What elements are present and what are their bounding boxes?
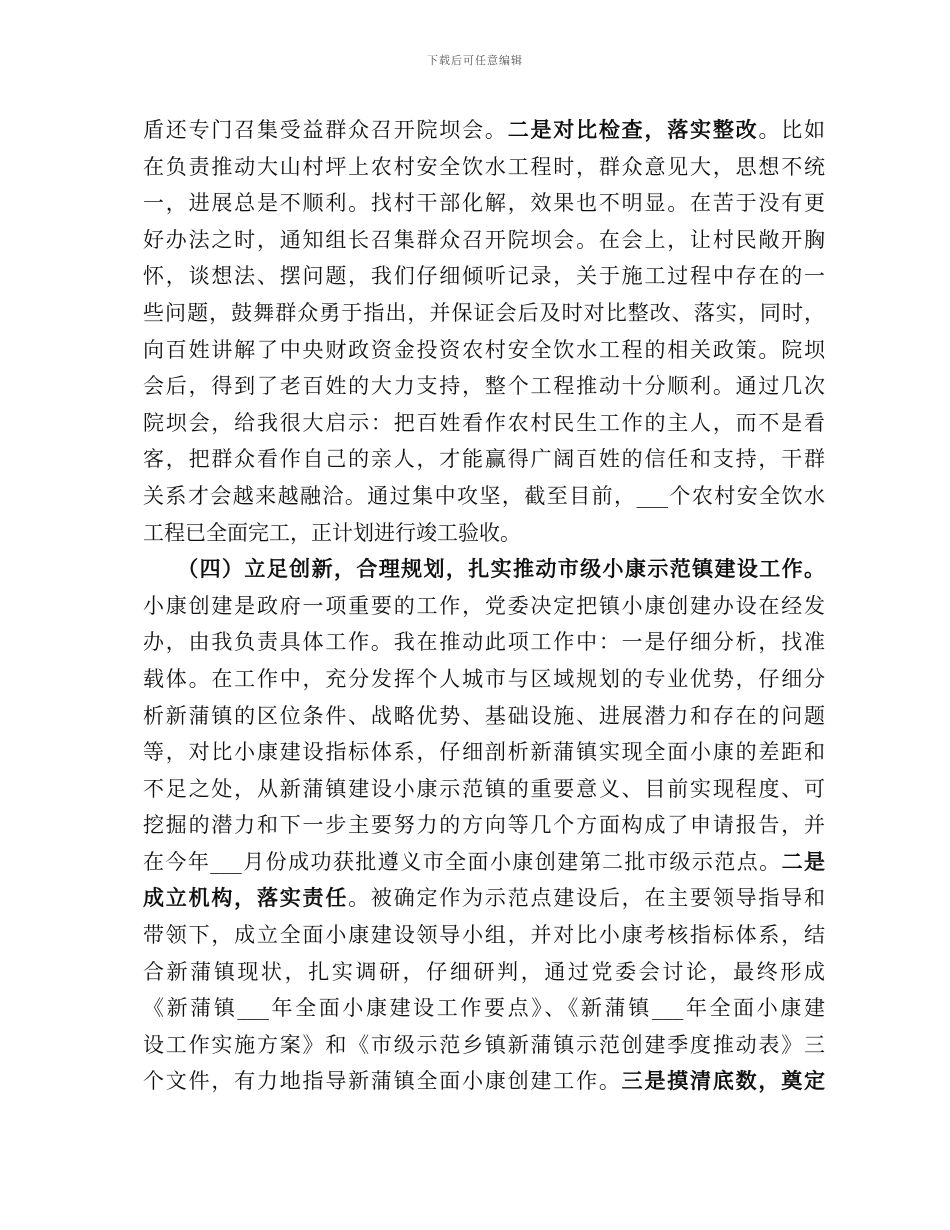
bold-text-segment: 成立机构，落实责任	[143, 885, 349, 911]
text-line	[143, 1063, 825, 1100]
text-line	[143, 954, 825, 991]
bold-text-segment: 三是摸清底数，奠定	[621, 1068, 826, 1094]
text-segment: 。被确定作为示范点建设后，在主要领导指导和	[348, 886, 826, 911]
text-segment: 好办法之时，通知组长召集群众召开院坝会。在会上，让村民敞开胸	[143, 227, 825, 252]
text-line	[143, 222, 825, 259]
text-segment: 怀，谈想法、摆问题，我们仔细倾听记录，关于施工过程中存在的一	[143, 264, 825, 289]
text-line	[143, 880, 825, 917]
text-segment: 向百姓讲解了中央财政资金投资农村安全饮水工程的相关政策。院坝	[143, 337, 825, 362]
text-segment: 析新蒲镇的区位条件、战略优势、基础设施、进展潜力和存在的问题	[143, 703, 825, 728]
bold-text-segment: 二是	[781, 848, 826, 874]
text-line	[143, 332, 825, 369]
text-line	[143, 149, 825, 186]
text-line	[143, 624, 825, 661]
text-line	[143, 1027, 825, 1064]
text-segment: 带领下，成立全面小康建设领导小组，并对比小康考核指标体系，结	[143, 923, 825, 948]
text-line	[143, 551, 825, 588]
text-line	[143, 295, 825, 332]
text-line	[143, 844, 825, 881]
text-segment: 客，把群众看作自己的亲人，才能赢得广阔百姓的信任和支持，干群	[143, 447, 825, 472]
text-segment: 小康创建是政府一项重要的工作，党委决定把镇小康创建办设在经发	[143, 593, 825, 618]
text-line	[143, 807, 825, 844]
text-line	[143, 698, 825, 735]
text-segment: 载体。在工作中，充分发挥个人城市与区域规划的专业优势，仔细分	[143, 666, 825, 691]
text-segment: 些问题，鼓舞群众勇于指出，并保证会后及时对比整改、落实，同时，	[143, 300, 825, 325]
text-segment: 工程已全面完工，正计划进行竣工验收。	[143, 520, 521, 545]
text-segment: 不足之处，从新蒲镇建设小康示范镇的重要意义、目前实现程度、可	[143, 776, 825, 801]
bold-text-segment: （四）立足创新，合理规划，扎实推动市级小康示范镇建设工作。	[143, 556, 825, 582]
text-segment: 会后，得到了老百姓的大力支持，整个工程推动十分顺利。通过几次	[143, 374, 825, 399]
text-segment: 《新蒲镇___年全面小康建设工作要点》、《新蒲镇___年全面小康建	[143, 996, 825, 1021]
text-line	[143, 588, 825, 625]
text-segment: 一，进展总是不顺利。找村干部化解，效果也不明显。在苦于没有更	[143, 191, 825, 216]
text-line	[143, 478, 825, 515]
text-segment: 设工作实施方案》和《市级示范乡镇新蒲镇示范创建季度推动表》三	[143, 1032, 825, 1057]
document-body	[143, 112, 825, 1100]
text-segment: 合新蒲镇现状，扎实调研，仔细研判，通过党委会讨论，最终形成	[143, 959, 825, 984]
page-header: 下载后可任意编辑	[427, 54, 523, 67]
text-line	[143, 368, 825, 405]
text-line	[143, 515, 825, 552]
text-segment: 在负责推动大山村坪上农村安全饮水工程时，群众意见大，思想不统	[143, 154, 825, 179]
text-segment: 院坝会，给我很大启示：把百姓看作农村民生工作的主人，而不是看	[143, 410, 825, 435]
text-line	[143, 661, 825, 698]
text-line	[143, 258, 825, 295]
text-segment: 挖掘的潜力和下一步主要努力的方向等几个方面构成了申请报告，并	[143, 813, 825, 838]
text-segment: 个文件，有力地指导新蒲镇全面小康创建工作。	[143, 1069, 622, 1094]
text-line	[143, 185, 825, 222]
text-line	[143, 734, 825, 771]
text-segment: 在今年___月份成功获批遵义市全面小康创建第二批市级示范点。	[143, 849, 782, 874]
text-segment: 。比如	[758, 118, 826, 142]
bold-text-segment: 二是对比检查，落实整改	[507, 117, 759, 142]
text-segment: 关系才会越来越融洽。通过集中攻坚，截至目前，___个农村安全饮水	[143, 483, 825, 508]
text-segment: 办，由我负责具体工作。我在推动此项工作中：一是仔细分析，找准	[143, 630, 825, 655]
text-line	[143, 771, 825, 808]
text-segment: 等，对比小康建设指标体系，仔细剖析新蒲镇实现全面小康的差距和	[143, 740, 825, 765]
text-line	[143, 112, 825, 149]
text-line	[143, 441, 825, 478]
text-line	[143, 917, 825, 954]
text-line	[143, 405, 825, 442]
text-segment: 盾还专门召集受益群众召开院坝会。	[143, 118, 508, 142]
text-line	[143, 990, 825, 1027]
